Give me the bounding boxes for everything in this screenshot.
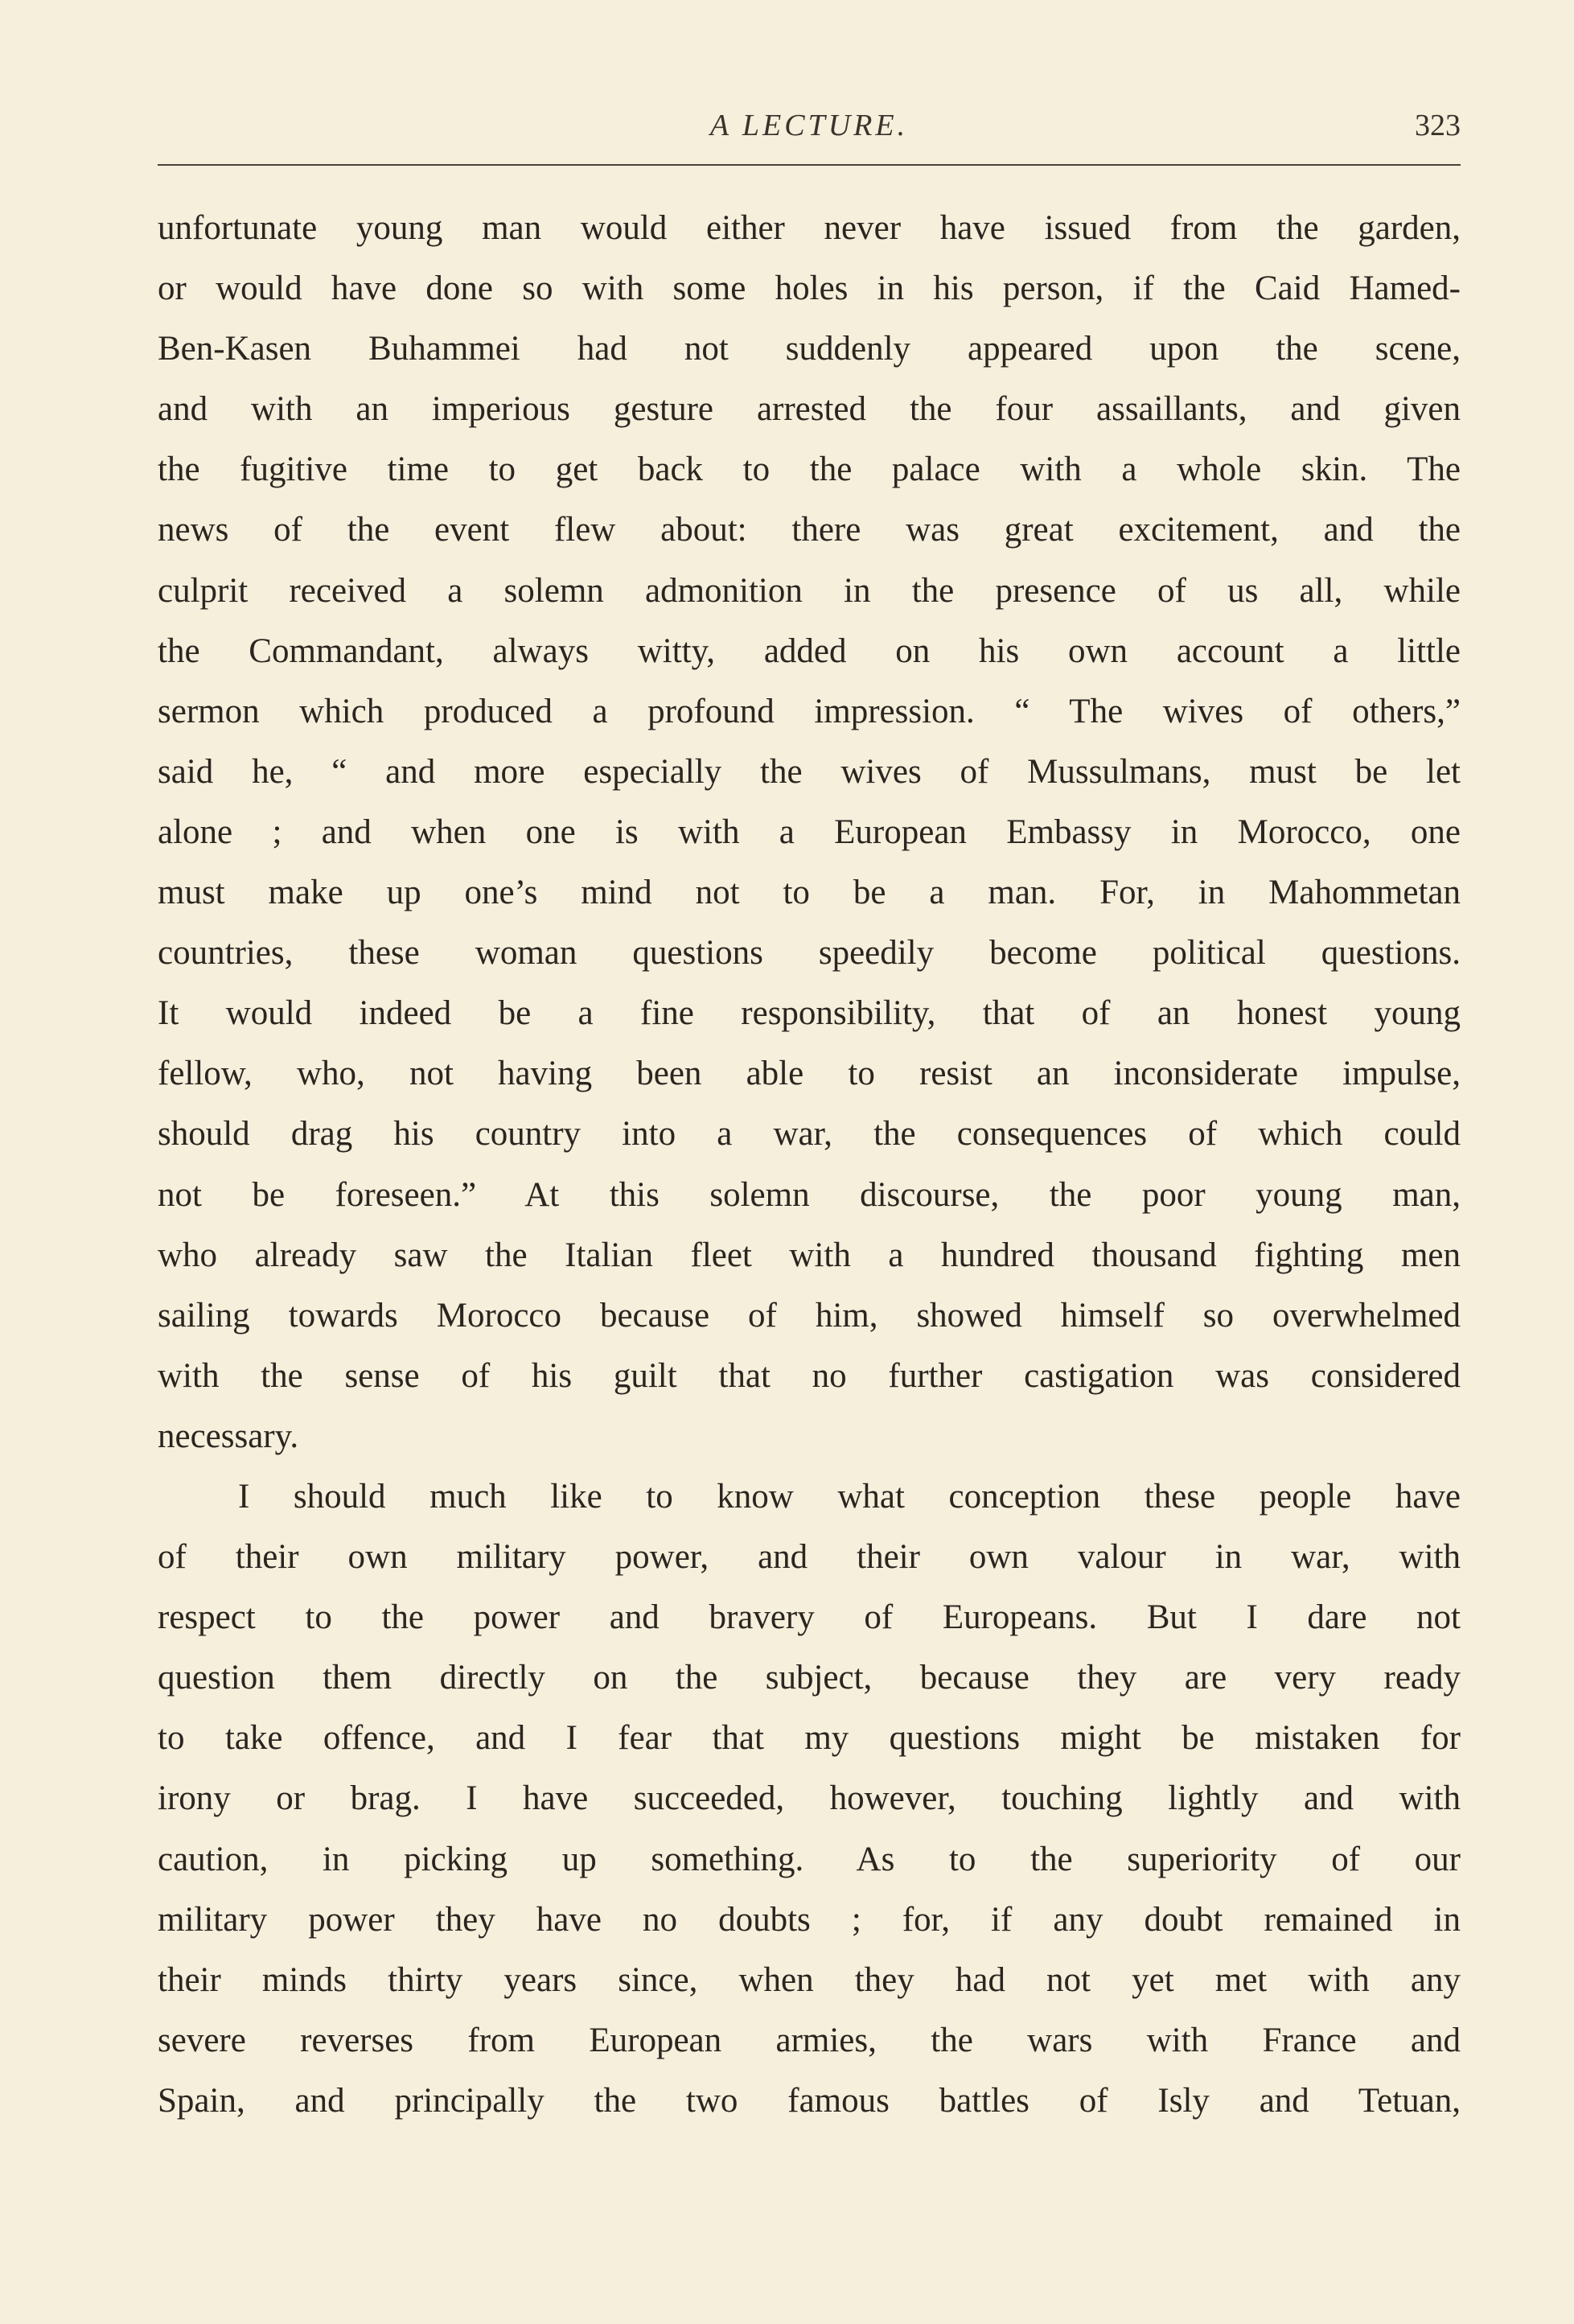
running-head: A LECTURE. — [709, 109, 909, 142]
text-line: not be foreseen.” At this solemn discourse, the poor young man, — [158, 1175, 1461, 1214]
text-line: It would indeed be a fine responsibility, that of an honest young — [158, 994, 1461, 1033]
text-line: to take offence, and I fear that my questions might be mistaken for — [158, 1719, 1461, 1758]
text-line: said he, “ and more especially the wives of Mussulmans, must be let — [158, 752, 1461, 791]
text-line: unfortunate young man would either never have issued from the garden, — [158, 209, 1461, 247]
text-line: countries, these woman questions speedily become political questions. — [158, 934, 1461, 973]
text-line: should drag his country into a war, the consequences of which could — [158, 1115, 1461, 1154]
text-line: caution, in picking up something. As to the superiority of our — [158, 1840, 1461, 1878]
text-line: Ben-Kasen Buhammei had not suddenly appeared upon the scene, — [158, 330, 1461, 368]
text-line: or would have done so with some holes in his person, if the Caid Hamed- — [158, 269, 1461, 308]
text-line: with the sense of his guilt that no further castigation was considered — [158, 1356, 1461, 1395]
page-header — [158, 108, 1461, 156]
header-rule — [158, 164, 1461, 166]
paragraph-end-line: necessary. — [158, 1417, 299, 1455]
text-line: fellow, who, not having been able to resist an inconsiderate impulse, — [158, 1055, 1461, 1093]
text-line: Spain, and principally the two famous battles of Isly and Tetuan, — [158, 2081, 1461, 2120]
text-line: of their own military power, and their own valour in war, with — [158, 1538, 1461, 1577]
text-line: severe reverses from European armies, the wars with France and — [158, 2021, 1461, 2059]
paragraph-start-line: I should much like to know what conception these people have — [238, 1477, 1461, 1516]
text-line: irony or brag. I have succeeded, however, touching lightly and with — [158, 1779, 1461, 1818]
text-line: alone ; and when one is with a European Embassy in Morocco, one — [158, 812, 1461, 851]
page-number: 323 — [1415, 109, 1461, 142]
text-line: the Commandant, always witty, added on his own account a little — [158, 631, 1461, 670]
text-line: sermon which produced a profound impression. “ The wives of others,” — [158, 692, 1461, 730]
text-line: question them directly on the subject, because they are very ready — [158, 1659, 1461, 1697]
text-line: sailing towards Morocco because of him, showed himself so overwhelmed — [158, 1296, 1461, 1335]
text-line: respect to the power and bravery of Europeans. But I dare not — [158, 1598, 1461, 1637]
text-line: who already saw the Italian fleet with a hundred thousand fighting men — [158, 1236, 1461, 1274]
text-line: the fugitive time to get back to the palace with a whole skin. The — [158, 450, 1461, 489]
text-line: their minds thirty years since, when they had not yet met with any — [158, 1960, 1461, 1999]
text-line: military power they have no doubts ; for, if any doubt remained in — [158, 1900, 1461, 1939]
text-line: must make up one’s mind not to be a man. For, in Mahommetan — [158, 874, 1461, 912]
text-line: news of the event flew about: there was great excitement, and the — [158, 511, 1461, 549]
text-line: culprit received a solemn admonition in the presence of us all, while — [158, 571, 1461, 610]
body-text — [158, 198, 1461, 2131]
text-line: and with an imperious gesture arrested the four assaillants, and given — [158, 390, 1461, 429]
